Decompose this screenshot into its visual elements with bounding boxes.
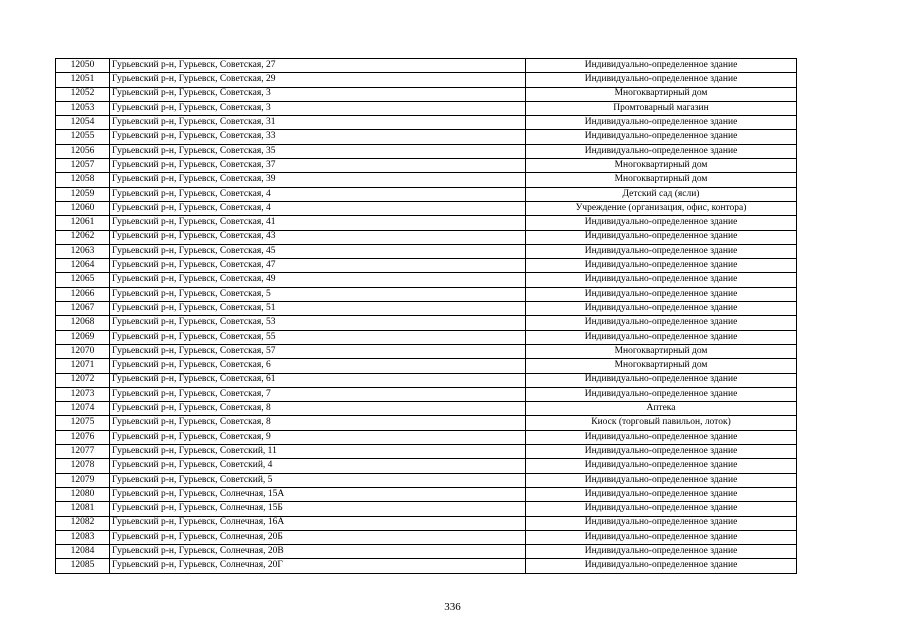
object-id-cell: 12058 bbox=[56, 173, 110, 187]
table-row bbox=[56, 559, 797, 573]
address-cell: Гурьевский р-н, Гурьевск, Солнечная, 20Г bbox=[110, 559, 526, 573]
object-type-cell: Индивидуально-определенное здание bbox=[526, 516, 797, 530]
address-cell: Гурьевский р-н, Гурьевск, Советская, 57 bbox=[110, 344, 526, 358]
object-id-cell: 12069 bbox=[56, 330, 110, 344]
table-row bbox=[56, 330, 797, 344]
object-id-cell: 12068 bbox=[56, 316, 110, 330]
address-cell: Гурьевский р-н, Гурьевск, Солнечная, 20Б bbox=[110, 530, 526, 544]
object-id-cell: 12070 bbox=[56, 344, 110, 358]
object-type-cell: Индивидуально-определенное здание bbox=[526, 302, 797, 316]
table-row bbox=[56, 373, 797, 387]
object-id-cell: 12073 bbox=[56, 387, 110, 401]
table-row bbox=[56, 316, 797, 330]
object-id-cell: 12064 bbox=[56, 259, 110, 273]
object-type-cell: Индивидуально-определенное здание bbox=[526, 59, 797, 73]
object-id-cell: 12084 bbox=[56, 545, 110, 559]
object-id-cell: 12067 bbox=[56, 302, 110, 316]
object-id-cell: 12071 bbox=[56, 359, 110, 373]
object-type-cell: Учреждение (организация, офис, контора) bbox=[526, 201, 797, 215]
object-id-cell: 12081 bbox=[56, 502, 110, 516]
address-cell: Гурьевский р-н, Гурьевск, Советский, 4 bbox=[110, 459, 526, 473]
table-row bbox=[56, 244, 797, 258]
address-cell: Гурьевский р-н, Гурьевск, Советская, 33 bbox=[110, 130, 526, 144]
table-row bbox=[56, 273, 797, 287]
address-cell: Гурьевский р-н, Гурьевск, Советская, 37 bbox=[110, 159, 526, 173]
object-type-cell: Многоквартирный дом bbox=[526, 359, 797, 373]
address-cell: Гурьевский р-н, Гурьевск, Солнечная, 20В bbox=[110, 545, 526, 559]
object-id-cell: 12052 bbox=[56, 87, 110, 101]
table-row bbox=[56, 73, 797, 87]
address-cell: Гурьевский р-н, Гурьевск, Советская, 61 bbox=[110, 373, 526, 387]
object-id-cell: 12078 bbox=[56, 459, 110, 473]
address-cell: Гурьевский р-н, Гурьевск, Солнечная, 15А bbox=[110, 487, 526, 501]
object-id-cell: 12055 bbox=[56, 130, 110, 144]
object-type-cell: Индивидуально-определенное здание bbox=[526, 230, 797, 244]
table-row bbox=[56, 344, 797, 358]
object-type-cell: Индивидуально-определенное здание bbox=[526, 502, 797, 516]
object-type-cell: Многоквартирный дом bbox=[526, 87, 797, 101]
address-cell: Гурьевский р-н, Гурьевск, Советский, 11 bbox=[110, 445, 526, 459]
object-id-cell: 12072 bbox=[56, 373, 110, 387]
table-row bbox=[56, 187, 797, 201]
object-type-cell: Индивидуально-определенное здание bbox=[526, 430, 797, 444]
object-type-cell: Индивидуально-определенное здание bbox=[526, 545, 797, 559]
object-type-cell: Детский сад (ясли) bbox=[526, 187, 797, 201]
address-cell: Гурьевский р-н, Гурьевск, Солнечная, 15Б bbox=[110, 502, 526, 516]
address-cell: Гурьевский р-н, Гурьевск, Советская, 43 bbox=[110, 230, 526, 244]
table-row bbox=[56, 459, 797, 473]
table-row bbox=[56, 59, 797, 73]
object-type-cell: Индивидуально-определенное здание bbox=[526, 116, 797, 130]
table-row bbox=[56, 387, 797, 401]
object-type-cell: Индивидуально-определенное здание bbox=[526, 459, 797, 473]
table-row bbox=[56, 416, 797, 430]
object-id-cell: 12051 bbox=[56, 73, 110, 87]
table-row bbox=[56, 287, 797, 301]
address-cell: Гурьевский р-н, Гурьевск, Советская, 6 bbox=[110, 359, 526, 373]
object-type-cell: Многоквартирный дом bbox=[526, 344, 797, 358]
object-type-cell: Индивидуально-определенное здание bbox=[526, 487, 797, 501]
table-row bbox=[56, 516, 797, 530]
table-row bbox=[56, 545, 797, 559]
table-row bbox=[56, 230, 797, 244]
table-row bbox=[56, 359, 797, 373]
object-type-cell: Индивидуально-определенное здание bbox=[526, 387, 797, 401]
object-type-cell: Индивидуально-определенное здание bbox=[526, 473, 797, 487]
address-cell: Гурьевский р-н, Гурьевск, Советская, 8 bbox=[110, 416, 526, 430]
object-type-cell: Индивидуально-определенное здание bbox=[526, 273, 797, 287]
address-cell: Гурьевский р-н, Гурьевск, Советская, 47 bbox=[110, 259, 526, 273]
address-cell: Гурьевский р-н, Гурьевск, Советская, 39 bbox=[110, 173, 526, 187]
object-type-cell: Индивидуально-определенное здание bbox=[526, 330, 797, 344]
address-cell: Гурьевский р-н, Гурьевск, Советский, 5 bbox=[110, 473, 526, 487]
table-row bbox=[56, 173, 797, 187]
object-type-cell: Индивидуально-определенное здание bbox=[526, 316, 797, 330]
address-cell: Гурьевский р-н, Гурьевск, Советская, 4 bbox=[110, 187, 526, 201]
object-type-cell: Индивидуально-определенное здание bbox=[526, 559, 797, 573]
object-id-cell: 12075 bbox=[56, 416, 110, 430]
object-id-cell: 12077 bbox=[56, 445, 110, 459]
address-cell: Гурьевский р-н, Гурьевск, Солнечная, 16А bbox=[110, 516, 526, 530]
object-id-cell: 12085 bbox=[56, 559, 110, 573]
object-type-cell: Индивидуально-определенное здание bbox=[526, 445, 797, 459]
address-cell: Гурьевский р-н, Гурьевск, Советская, 49 bbox=[110, 273, 526, 287]
object-id-cell: 12066 bbox=[56, 287, 110, 301]
table-row bbox=[56, 430, 797, 444]
object-type-cell: Индивидуально-определенное здание bbox=[526, 130, 797, 144]
address-cell: Гурьевский р-н, Гурьевск, Советская, 7 bbox=[110, 387, 526, 401]
object-type-cell: Индивидуально-определенное здание bbox=[526, 244, 797, 258]
table-row bbox=[56, 530, 797, 544]
object-type-cell: Многоквартирный дом bbox=[526, 159, 797, 173]
address-cell: Гурьевский р-н, Гурьевск, Советская, 29 bbox=[110, 73, 526, 87]
object-type-cell: Киоск (торговый павильон, лоток) bbox=[526, 416, 797, 430]
object-id-cell: 12080 bbox=[56, 487, 110, 501]
object-id-cell: 12074 bbox=[56, 402, 110, 416]
object-id-cell: 12050 bbox=[56, 59, 110, 73]
table-row bbox=[56, 159, 797, 173]
table-row bbox=[56, 87, 797, 101]
object-id-cell: 12060 bbox=[56, 201, 110, 215]
table-row bbox=[56, 502, 797, 516]
object-type-cell: Промтоварный магазин bbox=[526, 101, 797, 115]
object-id-cell: 12062 bbox=[56, 230, 110, 244]
registry-table-body bbox=[56, 59, 797, 574]
object-id-cell: 12059 bbox=[56, 187, 110, 201]
registry-table bbox=[55, 58, 797, 574]
object-id-cell: 12079 bbox=[56, 473, 110, 487]
object-type-cell: Индивидуально-определенное здание bbox=[526, 373, 797, 387]
object-id-cell: 12076 bbox=[56, 430, 110, 444]
address-cell: Гурьевский р-н, Гурьевск, Советская, 55 bbox=[110, 330, 526, 344]
object-type-cell: Аптека bbox=[526, 402, 797, 416]
address-cell: Гурьевский р-н, Гурьевск, Советская, 35 bbox=[110, 144, 526, 158]
object-id-cell: 12083 bbox=[56, 530, 110, 544]
object-id-cell: 12053 bbox=[56, 101, 110, 115]
table-row bbox=[56, 402, 797, 416]
table-row bbox=[56, 259, 797, 273]
table-row bbox=[56, 130, 797, 144]
address-cell: Гурьевский р-н, Гурьевск, Советская, 27 bbox=[110, 59, 526, 73]
object-id-cell: 12056 bbox=[56, 144, 110, 158]
table-row bbox=[56, 144, 797, 158]
object-id-cell: 12082 bbox=[56, 516, 110, 530]
object-id-cell: 12057 bbox=[56, 159, 110, 173]
object-type-cell: Многоквартирный дом bbox=[526, 173, 797, 187]
object-type-cell: Индивидуально-определенное здание bbox=[526, 259, 797, 273]
table-row bbox=[56, 473, 797, 487]
object-id-cell: 12054 bbox=[56, 116, 110, 130]
address-cell: Гурьевский р-н, Гурьевск, Советская, 51 bbox=[110, 302, 526, 316]
table-row bbox=[56, 216, 797, 230]
address-cell: Гурьевский р-н, Гурьевск, Советская, 9 bbox=[110, 430, 526, 444]
object-id-cell: 12063 bbox=[56, 244, 110, 258]
address-cell: Гурьевский р-н, Гурьевск, Советская, 53 bbox=[110, 316, 526, 330]
address-cell: Гурьевский р-н, Гурьевск, Советская, 41 bbox=[110, 216, 526, 230]
address-cell: Гурьевский р-н, Гурьевск, Советская, 5 bbox=[110, 287, 526, 301]
table-row bbox=[56, 302, 797, 316]
table-row bbox=[56, 487, 797, 501]
object-type-cell: Индивидуально-определенное здание bbox=[526, 216, 797, 230]
object-type-cell: Индивидуально-определенное здание bbox=[526, 530, 797, 544]
address-cell: Гурьевский р-н, Гурьевск, Советская, 8 bbox=[110, 402, 526, 416]
address-cell: Гурьевский р-н, Гурьевск, Советская, 3 bbox=[110, 101, 526, 115]
page-number: 336 bbox=[444, 601, 461, 613]
address-cell: Гурьевский р-н, Гурьевск, Советская, 3 bbox=[110, 87, 526, 101]
table-row bbox=[56, 101, 797, 115]
object-id-cell: 12061 bbox=[56, 216, 110, 230]
object-type-cell: Индивидуально-определенное здание bbox=[526, 287, 797, 301]
object-id-cell: 12065 bbox=[56, 273, 110, 287]
table-row bbox=[56, 116, 797, 130]
object-type-cell: Индивидуально-определенное здание bbox=[526, 73, 797, 87]
address-cell: Гурьевский р-н, Гурьевск, Советская, 4 bbox=[110, 201, 526, 215]
object-type-cell: Индивидуально-определенное здание bbox=[526, 144, 797, 158]
address-cell: Гурьевский р-н, Гурьевск, Советская, 45 bbox=[110, 244, 526, 258]
address-cell: Гурьевский р-н, Гурьевск, Советская, 31 bbox=[110, 116, 526, 130]
table-row bbox=[56, 445, 797, 459]
table-row bbox=[56, 201, 797, 215]
